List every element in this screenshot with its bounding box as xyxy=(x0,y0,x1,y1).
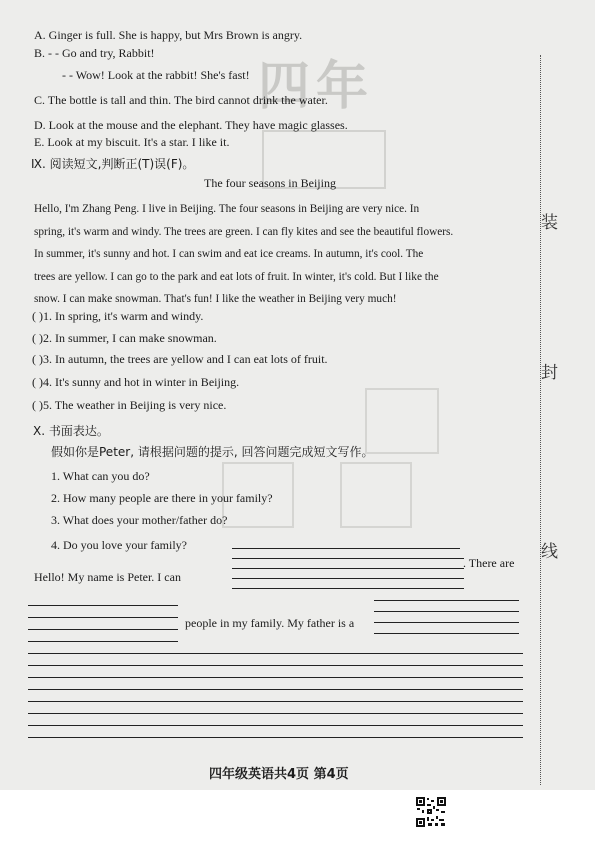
passage-line: In summer, it's sunny and hot. I can swim and eat ice creams. In autumn, it's cool. The xyxy=(34,248,424,260)
answer-line[interactable] xyxy=(28,689,523,690)
answer-line[interactable] xyxy=(232,588,464,589)
bleed-through-box xyxy=(340,462,412,528)
question-2: ( )2. In summer, I can make snowman. xyxy=(32,331,217,345)
answer-line[interactable] xyxy=(374,600,519,601)
answer-line[interactable] xyxy=(374,611,519,612)
question-1: ( )1. In spring, it's warm and windy. xyxy=(32,309,204,323)
answer-line[interactable] xyxy=(232,548,460,549)
bleed-through-box xyxy=(365,388,439,454)
binding-char-feng: 封 xyxy=(541,363,558,383)
passage-line: snow. I can make snowman. That's fun! I like the weather in Beijing very much! xyxy=(34,293,397,305)
answer-line[interactable] xyxy=(28,725,523,726)
option-b-reply: - - Wow! Look at the rabbit! She's fast! xyxy=(62,68,250,82)
prompt-2: 2. How many people are there in your family? xyxy=(51,491,273,505)
answer-line[interactable] xyxy=(28,617,178,618)
writing-there-are: . There are xyxy=(463,556,515,570)
binding-char-zhuang: 装 xyxy=(541,213,558,233)
writing-instruction: 假如你是Peter, 请根据问题的提示, 回答问题完成短文写作。 xyxy=(51,445,374,459)
binding-dotted-line xyxy=(540,55,541,785)
answer-line[interactable] xyxy=(28,653,523,654)
bleed-through-text: 四年 xyxy=(258,57,375,117)
answer-line[interactable] xyxy=(28,605,178,606)
answer-line[interactable] xyxy=(28,713,523,714)
prompt-3: 3. What does your mother/father do? xyxy=(51,513,228,527)
option-b: B. - - Go and try, Rabbit! xyxy=(34,46,155,60)
answer-line[interactable] xyxy=(28,641,178,642)
prompt-1: 1. What can you do? xyxy=(51,469,150,483)
passage xyxy=(34,198,498,311)
answer-line[interactable] xyxy=(374,633,519,634)
passage-line: spring, it's warm and windy. The trees are green. I can fly kites and see the beautiful flowers. xyxy=(34,225,454,238)
option-c: C. The bottle is tall and thin. The bird cannot drink the water. xyxy=(34,93,328,107)
qr-code-icon xyxy=(415,796,447,828)
passage-line: trees are yellow. I can go to the park and eat lots of fruit. In winter, it's cold. But I like the xyxy=(34,270,439,283)
answer-line[interactable] xyxy=(232,578,464,579)
answer-line[interactable] xyxy=(28,665,523,666)
answer-line[interactable] xyxy=(28,677,523,678)
option-e: E. Look at my biscuit. It's a star. I like it. xyxy=(34,135,230,149)
section-10-heading: Ⅹ. 书面表达。 xyxy=(33,424,109,438)
answer-line[interactable] xyxy=(374,622,519,623)
answer-line[interactable] xyxy=(232,568,464,569)
option-a: A. Ginger is full. She is happy, but Mrs Brown is angry. xyxy=(34,28,303,42)
question-4: ( )4. It's sunny and hot in winter in Beijing. xyxy=(32,375,240,389)
binding-char-xian: 线 xyxy=(541,542,558,562)
question-3: ( )3. In autumn, the trees are yellow and I can eat lots of fruit. xyxy=(32,352,328,366)
answer-line[interactable] xyxy=(232,558,464,559)
question-5: ( )5. The weather in Beijing is very nice. xyxy=(32,398,227,412)
writing-people: people in my family. My father is a xyxy=(185,616,355,630)
passage-title: The four seasons in Beijing xyxy=(204,176,336,190)
answer-line[interactable] xyxy=(28,629,178,630)
answer-line[interactable] xyxy=(28,701,523,702)
section-9-heading: Ⅸ. 阅读短文,判断正(T)误(F)。 xyxy=(31,157,195,171)
passage-line: Hello, I'm Zhang Peng. I live in Beijing. The four seasons in Beijing are very nice. In xyxy=(34,203,420,215)
prompt-4: 4. Do you love your family? xyxy=(51,538,187,552)
option-d: D. Look at the mouse and the elephant. They have magic glasses. xyxy=(34,118,348,132)
writing-start: Hello! My name is Peter. I can xyxy=(34,570,181,584)
answer-line[interactable] xyxy=(28,737,523,738)
page-footer: 四年级英语共4页 第4页 xyxy=(209,767,349,782)
